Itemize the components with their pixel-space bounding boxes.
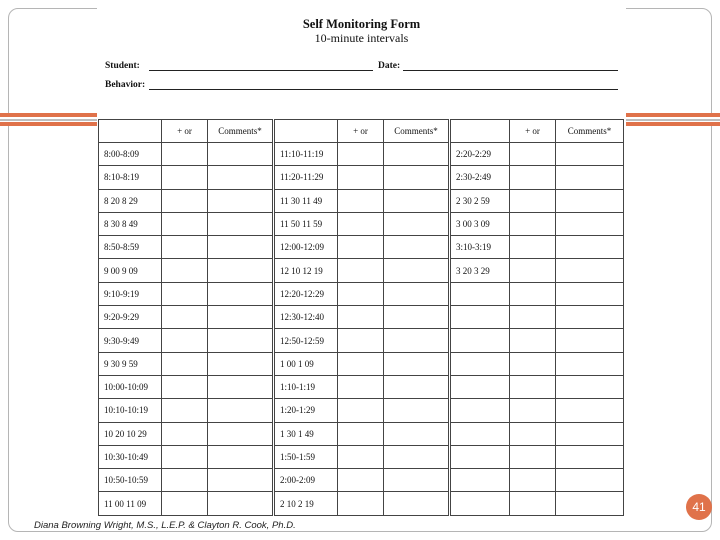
time-cell: 11:10-11:19 <box>274 143 338 166</box>
comments-cell[interactable] <box>556 352 624 375</box>
time-cell: 12:00-12:09 <box>274 236 338 259</box>
plus-or-minus-cell[interactable] <box>162 143 208 166</box>
comments-cell[interactable] <box>208 236 274 259</box>
time-cell: 1:50-1:59 <box>274 445 338 468</box>
plus-or-minus-cell[interactable] <box>162 352 208 375</box>
time-cell: 10 20 10 29 <box>99 422 162 445</box>
plus-or-minus-cell[interactable] <box>162 189 208 212</box>
plus-or-minus-cell[interactable] <box>510 445 556 468</box>
behavior-line <box>149 89 618 90</box>
plus-or-minus-cell[interactable] <box>510 166 556 189</box>
plus-or-header: + or <box>510 120 556 143</box>
plus-or-minus-cell[interactable] <box>338 143 384 166</box>
table-row <box>99 422 624 445</box>
time-cell <box>450 352 510 375</box>
plus-or-minus-cell[interactable] <box>338 306 384 329</box>
plus-or-minus-cell[interactable] <box>338 422 384 445</box>
time-cell: 8 20 8 29 <box>99 189 162 212</box>
comments-header: Comments* <box>208 120 274 143</box>
plus-or-minus-cell[interactable] <box>338 352 384 375</box>
table-row <box>99 329 624 352</box>
time-cell: 2 30 2 59 <box>450 189 510 212</box>
plus-or-minus-cell[interactable] <box>510 352 556 375</box>
comments-cell[interactable] <box>384 166 450 189</box>
time-cell: 10:10-10:19 <box>99 399 162 422</box>
table-row <box>99 259 624 282</box>
plus-or-minus-cell[interactable] <box>338 212 384 235</box>
comments-cell[interactable] <box>208 492 274 515</box>
plus-or-minus-cell[interactable] <box>510 189 556 212</box>
comments-cell[interactable] <box>384 422 450 445</box>
time-cell: 12:30-12:40 <box>274 306 338 329</box>
plus-or-minus-cell[interactable] <box>510 329 556 352</box>
plus-or-minus-cell[interactable] <box>510 306 556 329</box>
comments-cell[interactable] <box>556 143 624 166</box>
plus-or-minus-cell[interactable] <box>510 492 556 515</box>
time-cell: 3:10-3:19 <box>450 236 510 259</box>
comments-cell[interactable] <box>384 469 450 492</box>
plus-or-minus-cell[interactable] <box>162 399 208 422</box>
plus-or-minus-cell[interactable] <box>338 375 384 398</box>
plus-or-minus-cell[interactable] <box>338 492 384 515</box>
table-row <box>99 166 624 189</box>
time-cell: 11 30 11 49 <box>274 189 338 212</box>
comments-cell[interactable] <box>208 189 274 212</box>
comments-cell[interactable] <box>208 329 274 352</box>
plus-or-minus-cell[interactable] <box>162 166 208 189</box>
plus-or-minus-cell[interactable] <box>162 492 208 515</box>
date-line <box>403 70 618 71</box>
plus-or-minus-cell[interactable] <box>338 329 384 352</box>
plus-or-minus-cell[interactable] <box>162 212 208 235</box>
comments-cell[interactable] <box>384 399 450 422</box>
comments-cell[interactable] <box>384 306 450 329</box>
comments-cell[interactable] <box>556 422 624 445</box>
time-cell <box>450 422 510 445</box>
time-cell: 3 20 3 29 <box>450 259 510 282</box>
comments-cell[interactable] <box>208 259 274 282</box>
table-row <box>99 469 624 492</box>
accent-bar-left <box>0 113 97 126</box>
time-cell <box>450 492 510 515</box>
monitoring-table <box>98 119 624 516</box>
comments-cell[interactable] <box>556 469 624 492</box>
plus-or-minus-cell[interactable] <box>338 259 384 282</box>
comments-cell[interactable] <box>384 375 450 398</box>
time-cell <box>450 375 510 398</box>
time-cell: 11:20-11:29 <box>274 166 338 189</box>
time-cell: 8:10-8:19 <box>99 166 162 189</box>
time-cell: 9 00 9 09 <box>99 259 162 282</box>
comments-cell[interactable] <box>556 329 624 352</box>
plus-or-minus-cell[interactable] <box>510 422 556 445</box>
plus-or-minus-cell[interactable] <box>338 189 384 212</box>
comments-cell[interactable] <box>208 143 274 166</box>
plus-or-header: + or <box>338 120 384 143</box>
plus-or-minus-cell[interactable] <box>338 445 384 468</box>
table-row <box>99 399 624 422</box>
accent-bar-right <box>626 113 720 126</box>
time-cell <box>450 469 510 492</box>
time-cell: 10:50-10:59 <box>99 469 162 492</box>
plus-or-minus-cell[interactable] <box>510 212 556 235</box>
time-cell: 8:50-8:59 <box>99 236 162 259</box>
comments-cell[interactable] <box>208 399 274 422</box>
time-cell: 1 30 1 49 <box>274 422 338 445</box>
time-header <box>274 120 338 143</box>
behavior-label: Behavior: <box>105 80 146 90</box>
student-label: Student: <box>105 61 140 71</box>
time-cell: 1 00 1 09 <box>274 352 338 375</box>
time-cell: 11 00 11 09 <box>99 492 162 515</box>
comments-cell[interactable] <box>556 212 624 235</box>
plus-or-minus-cell[interactable] <box>162 422 208 445</box>
time-cell: 1:10-1:19 <box>274 375 338 398</box>
plus-or-minus-cell[interactable] <box>162 259 208 282</box>
comments-cell[interactable] <box>556 282 624 305</box>
plus-or-minus-cell[interactable] <box>510 469 556 492</box>
comments-cell[interactable] <box>384 143 450 166</box>
plus-or-minus-cell[interactable] <box>162 329 208 352</box>
plus-or-minus-cell[interactable] <box>338 166 384 189</box>
comments-cell[interactable] <box>384 236 450 259</box>
comments-header: Comments* <box>384 120 450 143</box>
plus-or-minus-cell[interactable] <box>162 375 208 398</box>
table-row <box>99 445 624 468</box>
comments-cell[interactable] <box>384 329 450 352</box>
plus-or-minus-cell[interactable] <box>510 236 556 259</box>
time-cell: 9:20-9:29 <box>99 306 162 329</box>
form-document <box>97 0 626 515</box>
comments-cell[interactable] <box>208 282 274 305</box>
plus-or-minus-cell[interactable] <box>510 143 556 166</box>
time-cell: 12:20-12:29 <box>274 282 338 305</box>
comments-cell[interactable] <box>556 259 624 282</box>
plus-or-minus-cell[interactable] <box>510 259 556 282</box>
plus-or-minus-cell[interactable] <box>338 469 384 492</box>
time-cell: 3 00 3 09 <box>450 212 510 235</box>
time-cell: 1:20-1:29 <box>274 399 338 422</box>
time-cell: 2:00-2:09 <box>274 469 338 492</box>
comments-cell[interactable] <box>208 212 274 235</box>
comments-cell[interactable] <box>556 189 624 212</box>
comments-cell[interactable] <box>384 352 450 375</box>
comments-cell[interactable] <box>384 259 450 282</box>
table-row <box>99 212 624 235</box>
time-cell: 8:00-8:09 <box>99 143 162 166</box>
plus-or-header: + or <box>162 120 208 143</box>
plus-or-minus-cell[interactable] <box>510 399 556 422</box>
table-row <box>99 306 624 329</box>
plus-or-minus-cell[interactable] <box>162 236 208 259</box>
comments-cell[interactable] <box>208 445 274 468</box>
comments-cell[interactable] <box>208 352 274 375</box>
time-cell: 2:30-2:49 <box>450 166 510 189</box>
time-cell <box>450 282 510 305</box>
time-cell <box>450 445 510 468</box>
time-cell: 12 10 12 19 <box>274 259 338 282</box>
comments-cell[interactable] <box>384 212 450 235</box>
comments-cell[interactable] <box>556 236 624 259</box>
comments-cell[interactable] <box>384 189 450 212</box>
table-row <box>99 492 624 515</box>
time-cell: 2:20-2:29 <box>450 143 510 166</box>
plus-or-minus-cell[interactable] <box>162 282 208 305</box>
plus-or-minus-cell[interactable] <box>510 375 556 398</box>
time-cell: 10:00-10:09 <box>99 375 162 398</box>
time-header <box>99 120 162 143</box>
time-cell: 8 30 8 49 <box>99 212 162 235</box>
plus-or-minus-cell[interactable] <box>338 399 384 422</box>
comments-cell[interactable] <box>208 306 274 329</box>
plus-or-minus-cell[interactable] <box>338 282 384 305</box>
comments-cell[interactable] <box>556 375 624 398</box>
time-header <box>450 120 510 143</box>
comments-cell[interactable] <box>556 166 624 189</box>
comments-cell[interactable] <box>556 492 624 515</box>
student-line <box>149 70 373 71</box>
comments-cell[interactable] <box>208 422 274 445</box>
footer-credit: Diana Browning Wright, M.S., L.E.P. & Clayton R. Cook, Ph.D. <box>34 520 296 531</box>
plus-or-minus-cell[interactable] <box>162 445 208 468</box>
plus-or-minus-cell[interactable] <box>162 306 208 329</box>
table-row <box>99 375 624 398</box>
comments-cell[interactable] <box>384 282 450 305</box>
table-row <box>99 143 624 166</box>
comments-cell[interactable] <box>384 492 450 515</box>
time-cell: 10:30-10:49 <box>99 445 162 468</box>
time-cell <box>450 306 510 329</box>
table-header-row <box>99 120 624 143</box>
page-number: 41 <box>686 494 712 520</box>
plus-or-minus-cell[interactable] <box>162 469 208 492</box>
table-row <box>99 282 624 305</box>
date-label: Date: <box>378 61 401 71</box>
table-row <box>99 236 624 259</box>
comments-cell[interactable] <box>556 445 624 468</box>
time-cell: 9:30-9:49 <box>99 329 162 352</box>
form-subtitle: 10-minute intervals <box>314 31 409 45</box>
table-row <box>99 352 624 375</box>
comments-cell[interactable] <box>556 306 624 329</box>
time-cell: 2 10 2 19 <box>274 492 338 515</box>
time-cell: 11 50 11 59 <box>274 212 338 235</box>
comments-cell[interactable] <box>208 375 274 398</box>
comments-cell[interactable] <box>384 445 450 468</box>
time-cell <box>450 399 510 422</box>
comments-cell[interactable] <box>556 399 624 422</box>
time-cell: 9 30 9 59 <box>99 352 162 375</box>
table-row <box>99 189 624 212</box>
plus-or-minus-cell[interactable] <box>338 236 384 259</box>
form-title: Self Monitoring Form <box>302 17 421 31</box>
comments-header: Comments* <box>556 120 624 143</box>
time-cell <box>450 329 510 352</box>
time-cell: 9:10-9:19 <box>99 282 162 305</box>
time-cell: 12:50-12:59 <box>274 329 338 352</box>
plus-or-minus-cell[interactable] <box>510 282 556 305</box>
comments-cell[interactable] <box>208 166 274 189</box>
comments-cell[interactable] <box>208 469 274 492</box>
